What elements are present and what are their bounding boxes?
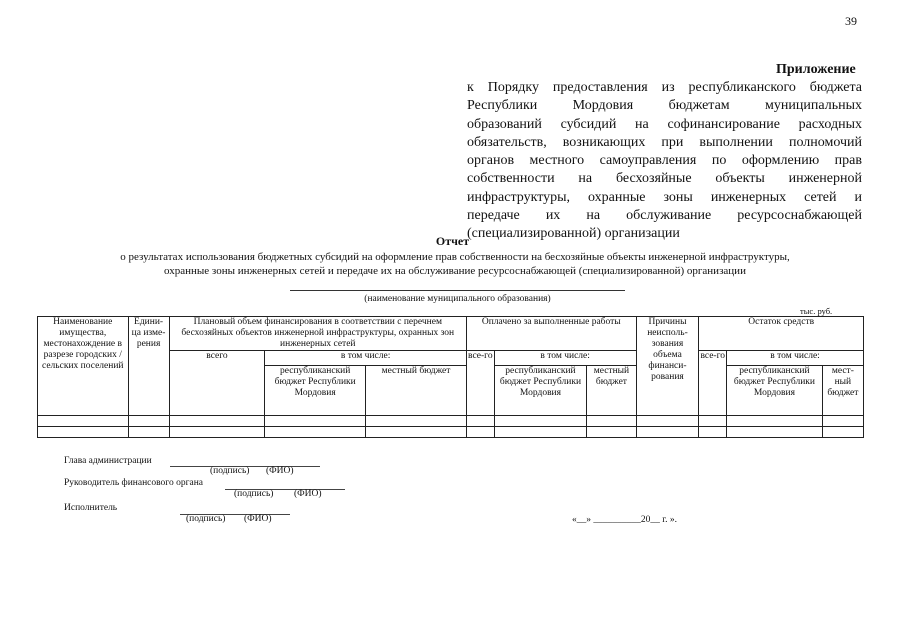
head-sign-caption: (подпись) xyxy=(210,466,250,476)
unit-label: тыс. руб. xyxy=(800,306,833,316)
table-cell[interactable] xyxy=(169,427,265,438)
header-planned-including: в том числе: xyxy=(265,351,467,366)
appendix-line: органов местного самоуправления по оформлению прав xyxy=(467,153,862,169)
municipality-line xyxy=(290,290,625,291)
table-cell[interactable] xyxy=(466,427,494,438)
table-cell[interactable] xyxy=(822,416,863,427)
table-row xyxy=(38,416,864,427)
table-cell[interactable] xyxy=(699,416,727,427)
table-cell[interactable] xyxy=(494,416,587,427)
date-line: «__» __________20__ г. ». xyxy=(572,515,677,525)
table-cell[interactable] xyxy=(128,416,169,427)
finance-name-caption: (ФИО) xyxy=(294,489,322,499)
table-cell[interactable] xyxy=(128,427,169,438)
appendix-line: передаче их на обслуживание ресурсоснабжающей xyxy=(467,208,862,224)
header-planned-republic: республиканский бюджет Республики Мордовия xyxy=(265,366,366,416)
header-paid-total: все-го xyxy=(466,351,494,416)
header-balance: Остаток средств xyxy=(699,317,864,351)
table-cell[interactable] xyxy=(587,416,636,427)
table-cell[interactable] xyxy=(822,427,863,438)
table-cell[interactable] xyxy=(366,416,467,427)
report-subtitle xyxy=(30,250,880,278)
municipality-caption: (наименование муниципального образования) xyxy=(364,294,551,304)
report-title: Отчет xyxy=(435,234,470,248)
report-subtitle-line: о результатах использования бюджетных субсидий на оформление прав собственности на бесхозяйные объекты инженерной инфраструктуры, xyxy=(120,251,790,263)
table-cell[interactable] xyxy=(38,416,129,427)
header-planned: Плановый объем финансирования в соответствии с перечнем бесхозяйных объектов инженерной инфраструктуры, охранных зон инженерных сетей xyxy=(169,317,466,351)
table-cell[interactable] xyxy=(636,416,699,427)
finance-head-label: Руководитель финансового органа xyxy=(64,478,204,488)
header-planned-local: местный бюджет xyxy=(366,366,467,416)
table-cell[interactable] xyxy=(38,427,129,438)
header-paid-including: в том числе: xyxy=(494,351,636,366)
header-unit: Едини-ца изме-рения xyxy=(128,317,169,416)
appendix-text xyxy=(467,79,862,244)
table-cell[interactable] xyxy=(466,416,494,427)
table-cell[interactable] xyxy=(169,416,265,427)
table-cell[interactable] xyxy=(699,427,727,438)
table-row xyxy=(38,427,864,438)
appendix-line: (специализированной) организации xyxy=(467,226,680,242)
executor-name-caption: (ФИО) xyxy=(244,514,272,524)
table-cell[interactable] xyxy=(265,427,366,438)
header-balance-local: мест-ный бюджет xyxy=(822,366,863,416)
header-balance-republic: республиканский бюджет Республики Мордовия xyxy=(727,366,823,416)
executor-label: Исполнитель xyxy=(64,503,118,513)
table-cell[interactable] xyxy=(587,427,636,438)
finance-sign-caption: (подпись) xyxy=(234,489,274,499)
appendix-line: образований субсидий на софинансирование расходных xyxy=(467,116,862,132)
appendix-title: Приложение xyxy=(776,62,856,77)
appendix-line: инфраструктуры, охранные зоны инженерных сетей и xyxy=(467,189,862,205)
header-planned-total: всего xyxy=(169,351,265,416)
appendix-line: собственности на бесхозяйные объекты инженерной xyxy=(467,171,862,187)
table-cell[interactable] xyxy=(727,416,823,427)
header-paid: Оплачено за выполненные работы xyxy=(466,317,636,351)
executor-sign-caption: (подпись) xyxy=(186,514,226,524)
page-number: 39 xyxy=(845,14,857,28)
header-paid-republic: республиканский бюджет Республики Мордовия xyxy=(494,366,587,416)
head-label: Глава администрации xyxy=(64,456,152,466)
header-balance-total: все-го xyxy=(699,351,727,416)
header-paid-local: местный бюджет xyxy=(587,366,636,416)
table-cell[interactable] xyxy=(636,427,699,438)
header-property: Наименование имущества, местонахождение в разрезе городских / сельских поселений xyxy=(38,317,129,416)
table-cell[interactable] xyxy=(265,416,366,427)
table-cell[interactable] xyxy=(366,427,467,438)
appendix-line: обязательств, возникающих при выполнении полномочий xyxy=(467,134,862,150)
header-balance-including: в том числе: xyxy=(727,351,864,366)
report-table xyxy=(37,316,864,438)
table-cell[interactable] xyxy=(494,427,587,438)
appendix-line: Республики Мордовия бюджетам муниципальных xyxy=(467,98,862,114)
table-cell[interactable] xyxy=(727,427,823,438)
header-reasons: Причины неисполь-зования объема финанси-рования xyxy=(636,317,699,416)
report-subtitle-line: охранные зоны инженерных сетей и передаче их на обслуживание ресурсоснабжающей (специализированной) организации xyxy=(164,265,746,277)
appendix-line: к Порядку предоставления из республиканского бюджета xyxy=(467,80,862,95)
head-name-caption: (ФИО) xyxy=(266,466,294,476)
